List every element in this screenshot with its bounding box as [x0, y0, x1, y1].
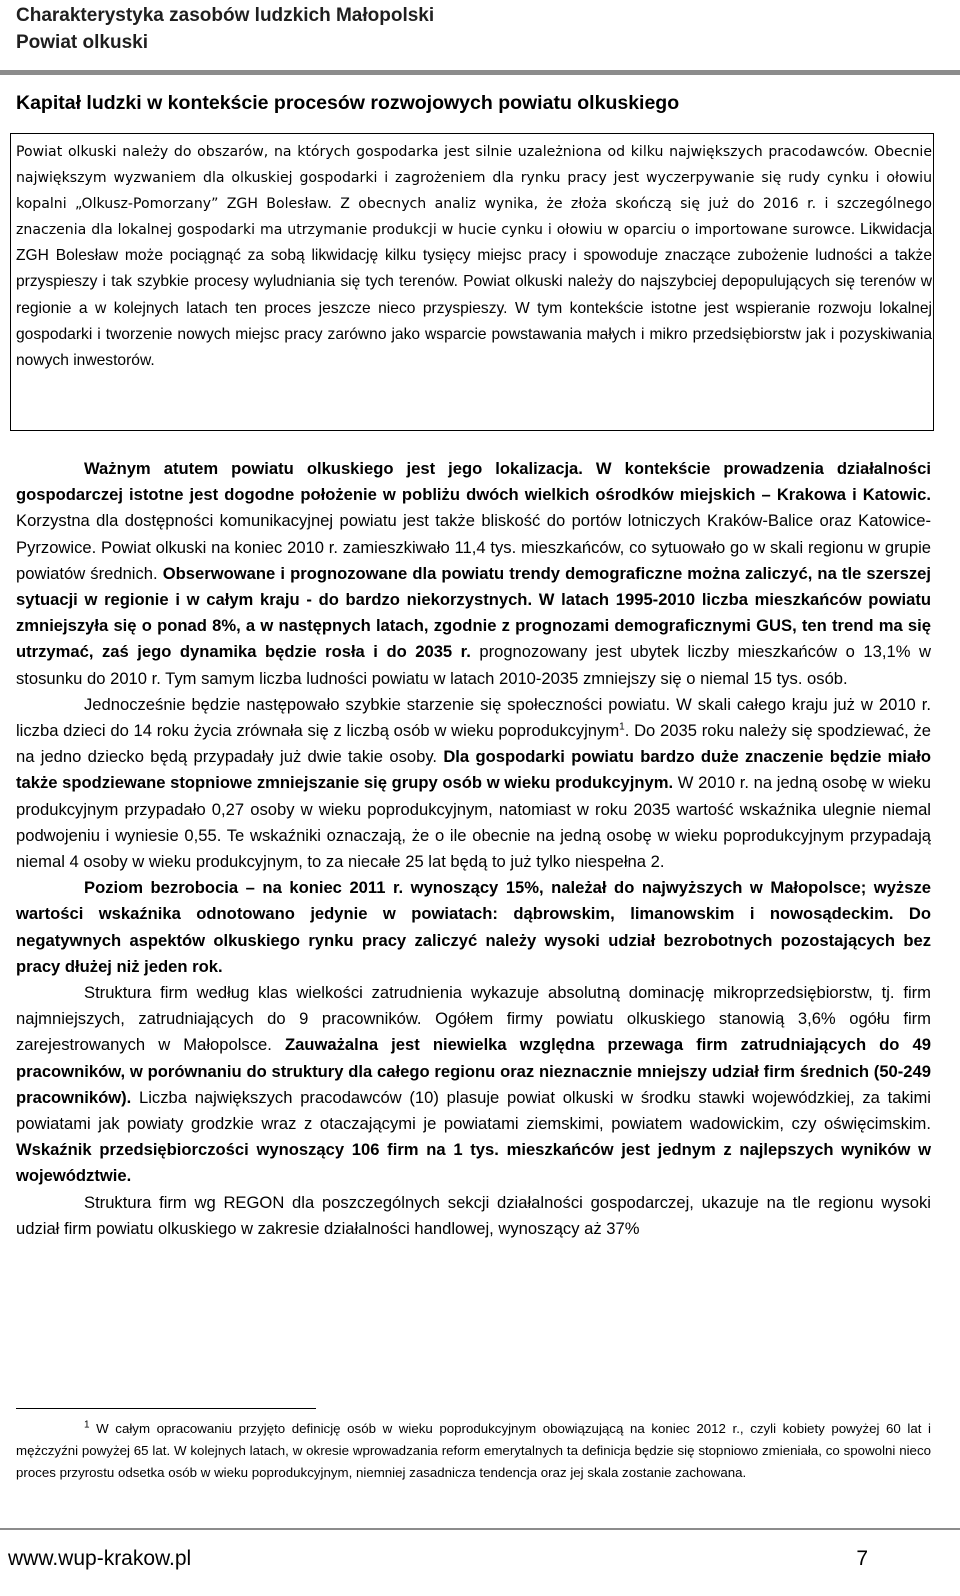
para1-text-1: Korzystna dla dostępności komunikacyjnej powiatu jest także bliskość do portów lotniczych Kraków-Balice oraz Katowice-Pyrzowice. Powiat olkuski na koniec 2010 r. zamieszkiwało 11,4 tys. mieszkańców, co sytuowało go w skali regionu w grupie powiatów średnich.	[16, 511, 931, 583]
footnote-paragraph	[16, 1418, 931, 1485]
header-county-name: Powiat olkuski	[16, 32, 148, 53]
main-text	[16, 456, 931, 1242]
paragraph-location	[16, 456, 931, 692]
para2-text-1: Jednocześnie będzie następowało szybkie starzenie się społeczności powiatu. W skali całego kraju już w 2010 r. liczba dzieci do 14 roku życia zrównała się z liczbą osób w wieku poprodukcyjnym	[16, 694, 931, 741]
footer-url[interactable]: www.wup-krakow.pl	[8, 1547, 192, 1570]
paragraph-regon	[16, 1190, 931, 1242]
footnote-number: 1	[84, 1419, 90, 1431]
footnote-text: W całym opracowaniu przyjęto definicję osób w wieku poprodukcyjnym obowiązującą na koniec 2012 r., czyli kobiety powyżej 60 lat i mężczyźni powyżej 65 lat. W kolejnych latach, w okresie wprowadzania reform emerytalnych ta definicja będzie się stopniowo zmieniała, co spowolni nieco proces przyrostu odsetka osób w wieku poprodukcyjnym, niemniej zasadnicza tendencja oraz jej skala zostanie zachowana.	[16, 1421, 931, 1481]
summary-sentence-3: Likwidacja ZGH Bolesław może pociągnąć za sobą likwidację kilku tysięcy miejsc pracy i spowoduje znaczące zubożenie ludności a także przyspieszy i tak szybkie procesy wyludniania się tych terenów. Powiat olkuski należy do najszybciej depopulujących się terenów w regionie a w kolejnych latach ten proces jeszcze nieco przyspieszy. W tym kontekście istotne jest wspieranie rozwoju lokalnej gospodarki i tworzenie nowych miejsc pracy zarówno jako wsparcie powstawania małych i mikro przedsiębiorstw jak i pozyskiwania nowych inwestorów.	[16, 221, 932, 369]
para1-bold-2: Obserwowane i prognozowane dla powiatu trendy demograficzne można zaliczyć, na tle szerszej sytuacji w regionie i w całym kraju - do bardzo niekorzystnych. W latach 1995-2010 liczba mieszkańców powiatu zmniejszyła się o ponad 8%, a w następnych latach, zgodnie z prognozami demograficznymi GUS, ten trend ma się utrzymać, zaś jego dynamika będzie rosła i do 2035 r.	[16, 563, 931, 662]
para3-bold-1: Poziom bezrobocia – na koniec 2011 r. wynoszący 15%, należał do najwyższych w Małopolsce; wyższe wartości wskaźnika odnotowano jedynie w powiatach: dąbrowskim, limanowskim i nowosądeckim. Do negatywnych aspektów olkuskiego rynku pracy zaliczyć należy wysoki udział bezrobotnych pozostających bez pracy dłużej niż jeden rok.	[16, 878, 931, 976]
para5-text-1: Struktura firm wg REGON dla poszczególnych sekcji działalności gospodarczej, ukazuje na tle regionu wysoki udział firm powiatu olkuskiego w zakresie działalności handlowej, wynoszący aż 37%	[16, 1192, 931, 1238]
section-title: Kapitał ludzki w kontekście procesów rozwojowych powiatu olkuskiego	[16, 92, 680, 114]
paragraph-firms	[16, 980, 931, 1190]
para4-text-1: Struktura firm według klas wielkości zatrudnienia wykazuje absolutną dominację mikroprzedsiębiorstw, tj. firm najmniejszych, zatrudniających do 9 pracowników. Ogółem firmy powiatu olkuskiego stanowią 3,6% ogółu firm zarejestrowanych w Małopolsce.	[16, 983, 931, 1055]
para1-bold-1: Ważnym atutem powiatu olkuskiego jest jego lokalizacja. W kontekście prowadzenia działalności gospodarczej istotne jest dogodne położenie w pobliżu dwóch wielkich ośrodków miejskich – Krakowa i Katowic.	[16, 459, 931, 505]
para4-bold-2: Wskaźnik przedsiębiorczości wynoszący 106 firm na 1 tys. mieszkańców jest jednym z najlepszych wyników w województwie.	[16, 1140, 931, 1186]
header-report-title: Charakterystyka zasobów ludzkich Małopolski	[16, 5, 435, 26]
summary-box-text	[16, 139, 932, 374]
page-header	[0, 0, 960, 70]
para2-bold-1: Dla gospodarki powiatu bardzo duże znaczenie będzie miało także spodziewane stopniowe zmniejszanie się grupy osób w wieku produkcyjnym.	[16, 747, 931, 793]
summary-sentence-2: i szczególnego znaczenia dla lokalnej gospodarki ma utrzymanie produkcji w hucie cynku i ołowiu w oparciu o importowane surowce.	[16, 196, 932, 239]
para4-text-2: Liczba największych pracodawców (10) plasuje powiat olkuski w środku stawki wojewódzkiej, za takimi powiatami jak powiaty grodzkie wraz z otaczającymi je powiatami ziemskimi, powiatem wadowickim, czy oświęcimskim.	[16, 1087, 931, 1134]
summary-sentence-1: Powiat olkuski należy do obszarów, na których gospodarka jest silnie uzależniona od kilku największych pracodawców. Obecnie największym wyzwaniem dla olkuskiej gospodarki i zagrożeniem dla rynku pracy jest wyczerpywanie się rudy cynku i ołowiu kopalni „Olkusz-Pomorzany” ZGH Bolesław. Z obecnych analiz wynika, że złoża skończą się już do 2016 r.	[16, 144, 932, 213]
page-number: 7	[856, 1547, 868, 1570]
para2-text-2: . Do 2035 roku należy się spodziewać, że na jedno dziecko będą przypadały już dwie takie osoby.	[16, 721, 931, 767]
para2-text-3: W 2010 r. na jedną osobę w wieku produkcyjnym przypadało 0,27 osoby w wieku poprodukcyjnym, natomiast w roku 2035 wartość wskaźnika ulegnie niemal podwojeniu i wyniesie 0,55. Te wskaźniki oznaczają, że o ile obecnie na jedną osobę w wieku poprodukcyjnym przypadają niemal 4 osoby w wieku produkcyjnym, to za niecałe 25 lat będą to już tylko niespełna 2.	[16, 773, 932, 872]
footnote	[16, 1418, 931, 1485]
footer-divider	[0, 1528, 960, 1530]
para4-bold-1: Zauważalna jest niewielka względna przewaga firm zatrudniających do 49 pracowników, w porównaniu do struktury dla całego regionu oraz nieznacznie mniejszy udział firm średnich (50-249 pracowników).	[16, 1035, 931, 1107]
paragraph-aging	[16, 692, 931, 875]
para1-text-2: prognozowany jest ubytek liczby mieszkańców o 13,1% w stosunku do 2010 r. Tym samym liczba ludności powiatu w latach 2010-2035 zmniejszy się o niemal 15 tys. osób.	[16, 642, 931, 688]
footnote-ref[interactable]: 1	[619, 721, 625, 733]
header-divider	[0, 70, 960, 75]
paragraph-unemployment	[16, 875, 931, 980]
footnote-divider	[16, 1408, 316, 1409]
